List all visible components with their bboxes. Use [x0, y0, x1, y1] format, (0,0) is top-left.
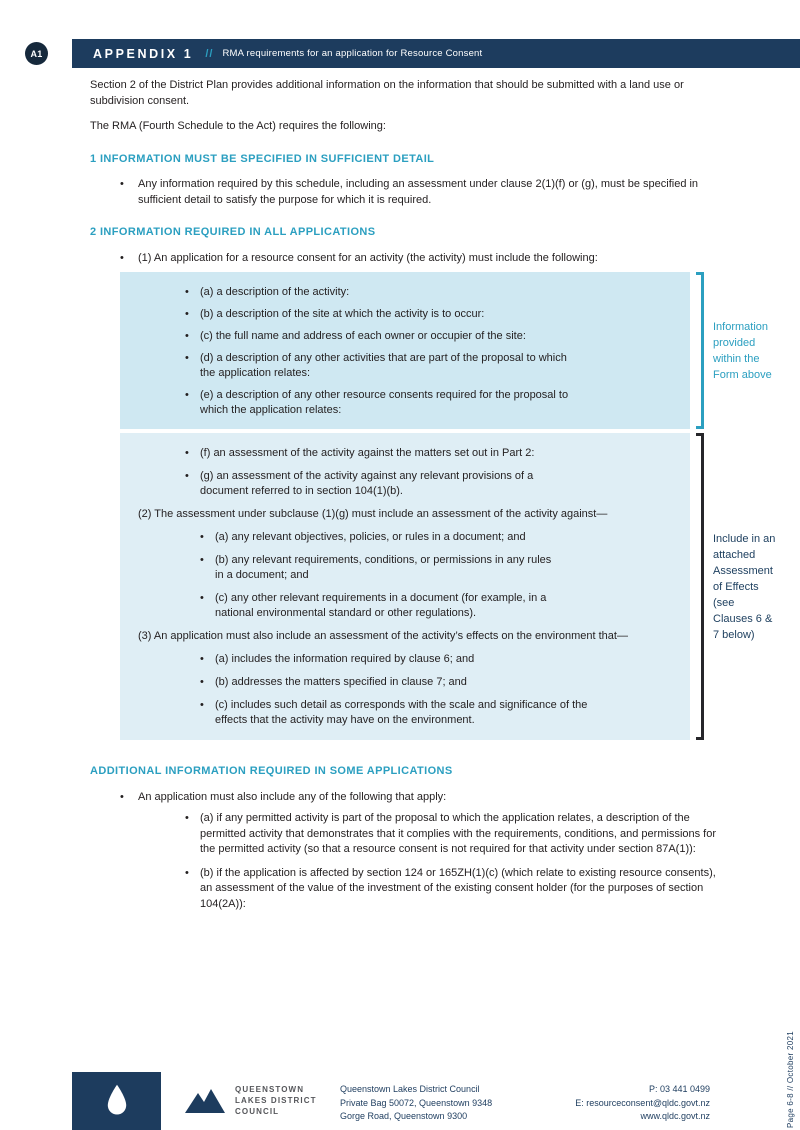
phone-number: P: 03 441 0499 — [648, 1084, 710, 1094]
bullet-dot: • — [185, 470, 189, 482]
clause3-item — [200, 698, 670, 728]
form-item-text: (d) a description of any other activities that are part of the proposal to which the application relates: — [200, 352, 567, 379]
section2-intro-text: (1) An application for a resource consent for an activity (the activity) must include the following: — [138, 251, 598, 264]
section3-heading: ADDITIONAL INFORMATION REQUIRED IN SOME APPLICATIONS — [90, 765, 453, 777]
bullet-dot: • — [200, 653, 204, 665]
section2-intro-bullet — [120, 251, 720, 267]
clause3-item — [200, 652, 670, 667]
section3-intro-bullet — [120, 790, 720, 806]
section1-bullet — [120, 177, 720, 208]
section3-item — [185, 866, 720, 913]
appendix-badge: A1 — [25, 42, 48, 65]
form-info-row — [120, 272, 772, 429]
bullet-dot: • — [185, 447, 189, 459]
clause2-items — [138, 530, 670, 621]
intro-paragraph-1: Section 2 of the District Plan provides additional information on the information that should be submitted with a land use or subdivision consent. — [90, 79, 684, 107]
clause3-item — [200, 675, 670, 690]
section3-item — [185, 811, 720, 858]
assessment-item-text: (f) an assessment of the activity against the matters set out in Part 2: — [200, 447, 535, 459]
clause3-intro: (3) An application must also include an assessment of the activity’s effects on the environment that— — [138, 630, 628, 642]
clause2-item-text: (c) any other relevant requirements in a document (for example, in a national environmental standard or other regulations). — [215, 592, 547, 619]
bullet-dot: • — [185, 352, 189, 364]
bullet-dot: • — [185, 812, 189, 824]
clause2-item — [200, 591, 670, 621]
bullet-dot: • — [200, 699, 204, 711]
bullet-dot: • — [200, 676, 204, 688]
clause2-intro: (2) The assessment under subclause (1)(g) must include an assessment of the activity against— — [138, 508, 608, 520]
email-link[interactable]: E: resourceconsent@qldc.govt.nz — [575, 1097, 710, 1108]
council-logo-text — [235, 1084, 317, 1117]
clause3-item-text: (b) addresses the matters specified in clause 7; and — [215, 676, 467, 688]
section2-heading: 2 INFORMATION REQUIRED IN ALL APPLICATIONS — [90, 226, 376, 238]
council-logo — [183, 1084, 317, 1117]
footer-contact — [575, 1083, 710, 1124]
mountain-logo-icon — [183, 1088, 227, 1114]
form-items-box — [120, 272, 690, 429]
bullet-dot: • — [200, 592, 204, 604]
clause3-item-text: (c) includes such detail as corresponds with the scale and significance of the effects that the activity may have on the environment. — [215, 699, 588, 726]
section3-item-text: (a) if any permitted activity is part of the proposal to which the application relates, a description of the permitted activity that demonstrates that it complies with the requirements, conditions, and permissions for the permitted activity (so that a resource consent is not required for that activity under section 87A(1)): — [200, 812, 717, 855]
form-item-text: (c) the full name and address of each owner or occupier of the site: — [200, 330, 526, 342]
form-annotation: Information provided within the Form above — [713, 320, 772, 381]
bullet-dot: • — [185, 389, 189, 401]
form-item-text: (b) a description of the site at which the activity is to occur: — [200, 308, 485, 320]
clause2-item — [200, 530, 670, 545]
form-bracket-icon — [696, 272, 704, 429]
address-line: Queenstown Lakes District Council — [340, 1084, 480, 1094]
form-item-text: (a) a description of the activity: — [200, 286, 350, 298]
header-title: APPENDIX 1 — [93, 46, 194, 61]
clause2-item-text: (a) any relevant objectives, policies, or rules in a document; and — [215, 531, 526, 543]
bullet-dot: • — [185, 866, 189, 879]
page-number-side-text: Page 6-8 // October 2021 — [786, 1030, 795, 1128]
clause3-item-text: (a) includes the information required by clause 6; and — [215, 653, 475, 665]
footer-address — [340, 1083, 492, 1124]
page-footer — [0, 1072, 800, 1130]
bullet-dot: • — [185, 330, 189, 342]
logo-line: QUEENSTOWN — [235, 1085, 305, 1094]
assessment-item — [185, 446, 670, 461]
document-body — [90, 78, 776, 920]
header-subtitle: RMA requirements for an application for Resource Consent — [222, 48, 483, 59]
bullet-dot: • — [120, 251, 124, 264]
website-link[interactable]: www.qldc.govt.nz — [640, 1111, 710, 1121]
section1-bullet-text: Any information required by this schedule, including an assessment under clause 2(1)(f) or (g), must be specified in sufficient detail to satisfy the purpose for which it is required. — [138, 178, 699, 206]
bullet-dot: • — [120, 178, 124, 190]
assessment-row — [120, 433, 776, 740]
header-separator: // — [205, 47, 214, 60]
section3-intro-text: An application must also include any of the following that apply: — [138, 790, 447, 803]
fg-items — [138, 446, 670, 499]
form-item — [185, 307, 670, 322]
logo-line: LAKES DISTRICT — [235, 1096, 317, 1105]
assessment-item — [185, 469, 670, 499]
form-item-text: (e) a description of any other resource consents required for the proposal to which the application relates: — [200, 389, 569, 416]
form-item — [185, 351, 670, 381]
section3-item-text: (b) if the application is affected by section 124 or 165ZH(1)(c) (which relate to existing resource consents), an assessment of the value of the investment of the existing consent holder (for the purposes of section 104(2A)): — [200, 866, 716, 910]
section1-heading: 1 INFORMATION MUST BE SPECIFIED IN SUFFICIENT DETAIL — [90, 152, 435, 165]
form-item — [185, 388, 670, 418]
assessment-box — [120, 433, 690, 740]
logo-line: COUNCIL — [235, 1107, 280, 1116]
header-bar — [72, 39, 800, 68]
bullet-dot: • — [120, 790, 124, 803]
assessment-annotation: Include in an attached Assessment of Effects (see Clauses 6 & 7 below) — [713, 532, 776, 641]
intro-paragraph-2: The RMA (Fourth Schedule to the Act) requires the following: — [90, 120, 386, 132]
assessment-bracket-icon — [696, 433, 704, 740]
assessment-item-text: (g) an assessment of the activity against any relevant provisions of a document referred to in section 104(1)(b). — [200, 470, 534, 497]
form-item — [185, 285, 670, 300]
section3-items — [90, 811, 720, 912]
bullet-dot: • — [185, 286, 189, 298]
droplet-icon — [104, 1083, 130, 1119]
clause3-items — [138, 652, 670, 728]
clause2-item — [200, 553, 670, 583]
address-line: Private Bag 50072, Queenstown 9348 — [340, 1097, 493, 1108]
bullet-dot: • — [185, 308, 189, 320]
address-line: Gorge Road, Queenstown 9300 — [340, 1111, 468, 1121]
form-item — [185, 329, 670, 344]
clause2-item-text: (b) any relevant requirements, conditions, or permissions in any rules in a document; and — [215, 554, 552, 581]
footer-logo-square — [72, 1072, 161, 1130]
bullet-dot: • — [200, 531, 204, 543]
bullet-dot: • — [200, 554, 204, 566]
